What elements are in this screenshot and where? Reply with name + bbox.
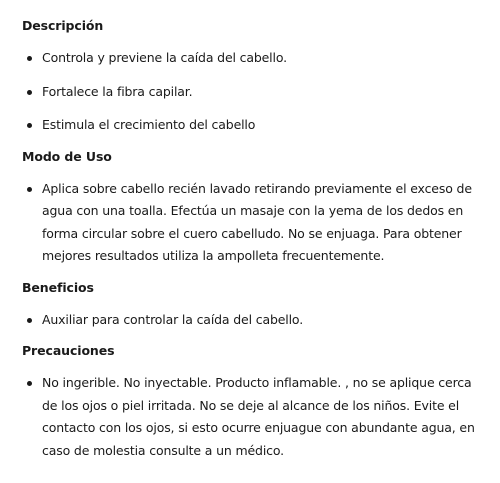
list-item: Fortalece la fibra capilar.	[22, 81, 486, 104]
bullet-list-descripcion	[22, 47, 486, 137]
bullet-list-precauciones	[22, 372, 486, 462]
section-heading-descripcion: Descripción	[22, 18, 104, 33]
bullet-list-beneficios	[22, 309, 486, 332]
list-item: No ingerible. No inyectable. Producto inflamable. , no se aplique cerca de los ojos o piel irritada. No se deje al alcance de los niños. Evite el contacto con los ojos, si esto ocurre enjuague con abundante agua, en caso de molestia consulte a un médico.	[22, 372, 486, 462]
section-heading-beneficios: Beneficios	[22, 279, 94, 295]
section-precauciones	[22, 342, 486, 462]
section-modo-de-uso	[22, 148, 486, 268]
list-item: Auxiliar para controlar la caída del cabello.	[22, 309, 486, 332]
list-item: Estimula el crecimiento del cabello	[22, 114, 486, 137]
list-item: Aplica sobre cabello recién lavado retirando previamente el exceso de agua con una toalla. Efectúa un masaje con la yema de los dedos en forma circular sobre el cuero cabelludo. No se enjuaga. Para obtener mejores resultados utiliza la ampolleta frecuentemente.	[22, 178, 486, 268]
list-item: Controla y previene la caída del cabello.	[22, 47, 486, 70]
section-heading-precauciones: Precauciones	[22, 343, 115, 358]
section-beneficios	[22, 279, 486, 332]
bullet-list-modo-de-uso	[22, 178, 486, 268]
section-heading-modo-de-uso: Modo de Uso	[22, 148, 112, 164]
section-descripcion	[22, 17, 486, 137]
